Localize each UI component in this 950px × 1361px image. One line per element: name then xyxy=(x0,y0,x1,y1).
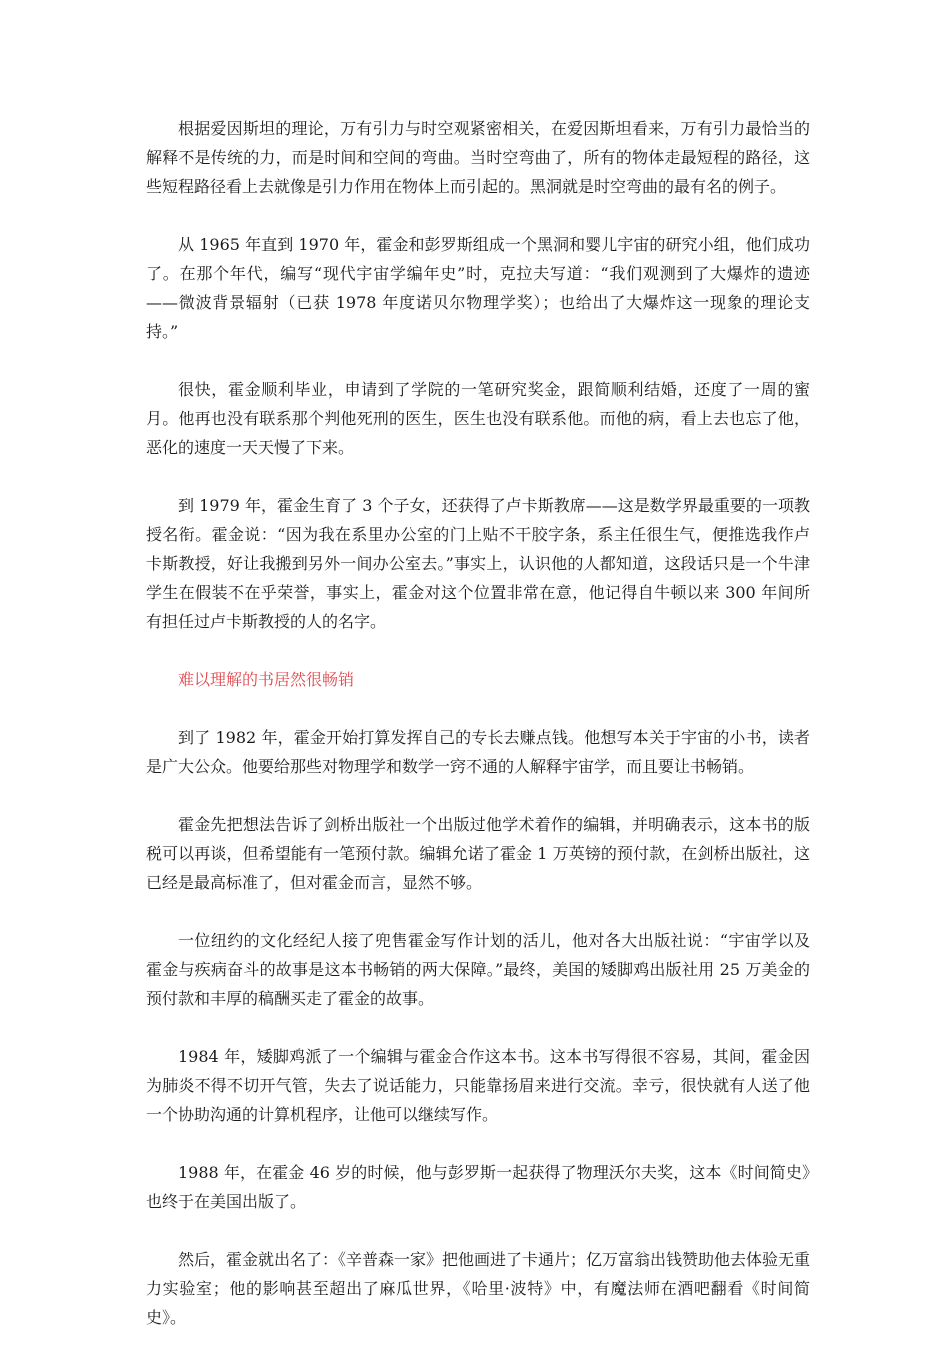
paragraph-1984-writing: 1984 年，矮脚鸡派了一个编辑与霍金合作这本书。这本书写得很不容易，其间，霍金因为肺炎不得不切开气管，失去了说话能力，只能靠扬眉来进行交流。幸亏，很快就有人送了他一个协助沟通的计算机程序，让他可以继续写作。 xyxy=(146,1047,810,1124)
paragraph-fame: 然后，霍金就出名了：《辛普森一家》把他画进了卡通片；亿万富翁出钱赞助他去体验无重力实验室；他的影响甚至超出了麻瓜世界，《哈里·波特》中，有魔法师在酒吧翻看《时间简史》。 xyxy=(146,1250,811,1327)
paragraph-literary-agent: 一位纽约的文化经纪人接了兜售霍金写作计划的活儿，他对各大出版社说：“宇宙学以及霍金与疾病奋斗的故事是这本书畅销的两大保障。”最终，美国的矮脚鸡出版社用 25 万美金的预付款和丰厚的稿酬买走了霍金的故事。 xyxy=(146,931,810,1008)
paragraph-1988-publication: 1988 年，在霍金 46 岁的时候，他与彭罗斯一起获得了物理沃尔夫奖，这本《时间简史》也终于在美国出版了。 xyxy=(146,1163,810,1211)
paragraph-1982-plan: 到了 1982 年，霍金开始打算发挥自己的专长去赚点钱。他想写本关于宇宙的小书，读者是广大公众。他要给那些对物理学和数学一窍不通的人解释宇宙学，而且要让书畅销。 xyxy=(146,728,810,776)
paragraph-einstein-gravity: 根据爱因斯坦的理论，万有引力与时空观紧密相关，在爱因斯坦看来，万有引力最恰当的解释不是传统的力，而是时间和空间的弯曲。当时空弯曲了，所有的物体走最短程的路径，这些短程路径看上去就像是引力作用在物体上而引起的。黑洞就是时空弯曲的最有名的例子。 xyxy=(146,119,810,196)
paragraph-graduation: 很快，霍金顺利毕业，申请到了学院的一笔研究奖金，跟简顺利结婚，还度了一周的蜜月。他再也没有联系那个判他死刑的医生，医生也没有联系他。而他的病，看上去也忘了他，恶化的速度一天天慢了下来。 xyxy=(146,380,810,457)
paragraph-black-hole-research: 从 1965 年直到 1970 年，霍金和彭罗斯组成一个黑洞和婴儿宇宙的研究小组，他们成功了。在那个年代，编写“现代宇宙学编年史”时，克拉夫写道：“我们观测到了大爆炸的遗迹——微波背景辐射（已获 1978 年度诺贝尔物理学奖）；也给出了大爆炸这一现象的理论支持。” xyxy=(146,235,810,341)
section-heading: 难以理解的书居然很畅销 xyxy=(178,670,355,689)
paragraph-lucasian-chair: 到 1979 年，霍金生育了 3 个子女，还获得了卢卡斯教席——这是数学界最重要的一项教授名衔。霍金说：“因为我在系里办公室的门上贴不干胶字条，系主任很生气，便推选我作卢卡斯教授，好让我搬到另外一间办公室去。”事实上，认识他的人都知道，这段话只是一个牛津学生在假装不在乎荣誉，事实上，霍金对这个位置非常在意，他记得自牛顿以来 300 年间所有担任过卢卡斯教授的人的名字。 xyxy=(146,496,810,631)
article-body xyxy=(146,114,810,1361)
paragraph-cambridge-press: 霍金先把想法告诉了剑桥出版社一个出版过他学术着作的编辑，并明确表示，这本书的版税可以再谈，但希望能有一笔预付款。编辑允诺了霍金 1 万英镑的预付款，在剑桥出版社，这已经是最高标准了，但对霍金而言，显然不够。 xyxy=(146,815,810,892)
